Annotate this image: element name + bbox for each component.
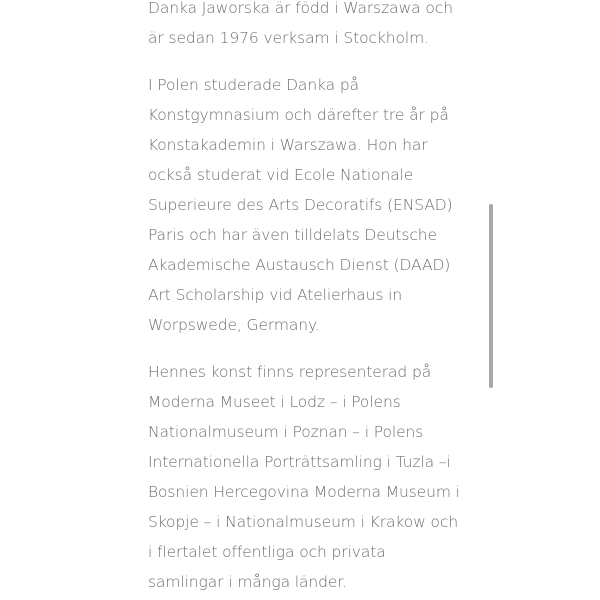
text-line: Paris och har även tilldelats Deutsche — [148, 226, 437, 244]
text-line: I Polen studerade Danka på — [148, 76, 360, 94]
text-line: i flertalet offentliga och privata — [148, 543, 386, 561]
paragraph-education — [148, 70, 478, 340]
text-line: Hennes konst finns representerad på — [148, 363, 432, 381]
text-line: Skopje – i Nationalmuseum i Krakow och — [148, 513, 459, 531]
text-line: Konstakademin i Warszawa. Hon har — [148, 136, 428, 154]
text-line: Superieure des Arts Decoratifs (ENSAD) — [148, 196, 453, 214]
article-body — [148, 0, 478, 600]
paragraph-collections — [148, 357, 478, 597]
paragraph-intro — [148, 0, 478, 53]
text-line: samlingar i många länder. — [148, 573, 347, 591]
text-line: Nationalmuseum i Poznan – i Polens — [148, 423, 424, 441]
text-line: Danka Jaworska är född i Warszawa och — [148, 0, 453, 17]
text-line: Bosnien Hercegovina Moderna Museum i — [148, 483, 460, 501]
text-line: är sedan 1976 verksam i Stockholm. — [148, 29, 429, 47]
text-line: Moderna Museet i Lodz – i Polens — [148, 393, 401, 411]
text-line: Akademische Austausch Dienst (DAAD) — [148, 256, 451, 274]
text-line: Internationella Porträttsamling i Tuzla –i — [148, 453, 451, 471]
text-line: Worpswede, Germany. — [148, 316, 320, 334]
scrollbar-thumb[interactable] — [489, 204, 493, 388]
text-line: Art Scholarship vid Atelierhaus in — [148, 286, 403, 304]
text-line: också studerat vid Ecole Nationale — [148, 166, 414, 184]
text-line: Konstgymnasium och därefter tre år på — [148, 106, 449, 124]
